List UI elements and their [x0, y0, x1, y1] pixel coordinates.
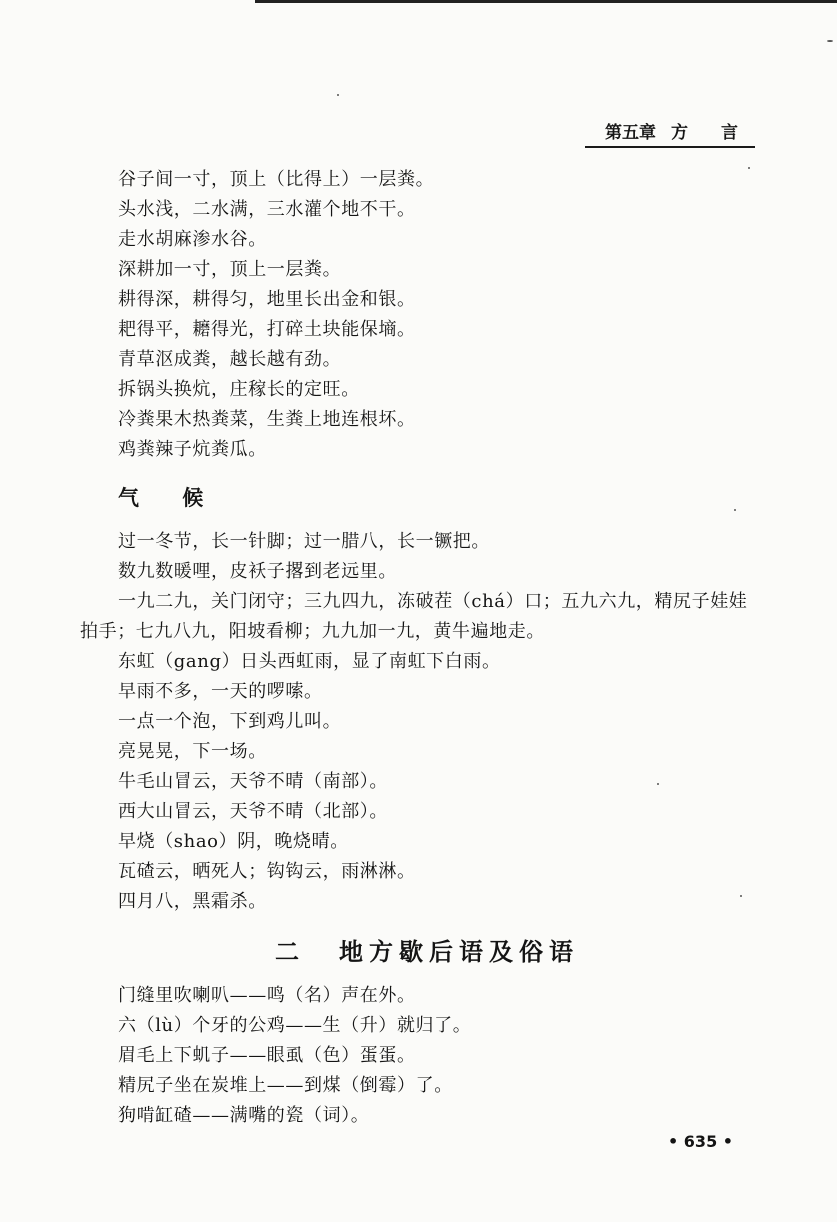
text-line: 拆锅头换炕，庄稼长的定旺。: [118, 379, 360, 400]
scan-speck: [827, 40, 833, 42]
scan-speck: [748, 167, 750, 169]
text-line: 一点一个泡，下到鸡儿叫。: [118, 711, 342, 732]
text-line: 门缝里吹喇叭——鸣（名）声在外。: [118, 985, 416, 1006]
text-line: 拍手；七九八九，阳坡看柳；九九加一九，黄牛遍地走。: [80, 621, 545, 642]
text-line: 鸡粪辣子炕粪瓜。: [118, 439, 267, 460]
text-line: 青草沤成粪，越长越有劲。: [118, 349, 342, 370]
scan-speck: [337, 94, 339, 96]
chapter-title-text: 地方歇后语及俗语: [339, 937, 579, 966]
text-line: 眉毛上下虮子——眼虱（色）蛋蛋。: [118, 1045, 416, 1066]
header-chapter: 第五章: [605, 123, 656, 143]
page-number: • 635 •: [668, 1132, 733, 1151]
text-line: 四月八，黑霜杀。: [118, 891, 267, 912]
header-title-char-2: 言: [721, 123, 738, 143]
text-line: 谷子间一寸，顶上（比得上）一层粪。: [118, 169, 435, 190]
scan-speck: [740, 895, 742, 897]
running-header: [585, 118, 755, 148]
text-line: 早烧（shao）阴，晚烧晴。: [118, 831, 349, 852]
text-line: 狗啃缸碴——满嘴的瓷（词）。: [118, 1105, 370, 1126]
chapter-title: [275, 932, 579, 967]
scan-speck: [734, 509, 736, 511]
text-line: 数九数暖哩，皮袄子撂到老远里。: [118, 561, 397, 582]
text-line: 瓦碴云，晒死人；钩钩云，雨淋淋。: [118, 861, 416, 882]
text-line: 六（lù）个牙的公鸡——生（升）就归了。: [118, 1015, 472, 1036]
text-line: 早雨不多，一天的啰嗦。: [118, 681, 323, 702]
text-line: 精尻子坐在炭堆上——到煤（倒霉）了。: [118, 1075, 453, 1096]
text-line: 走水胡麻渗水谷。: [118, 229, 267, 250]
text-line: 耕得深，耕得匀，地里长出金和银。: [118, 289, 416, 310]
top-border-line: [255, 0, 837, 3]
chapter-title-number: 二: [275, 937, 299, 966]
text-line: 冷粪果木热粪菜，生粪上地连根坏。: [118, 409, 416, 430]
section-heading-climate: 气 候: [118, 486, 222, 510]
text-line: 过一冬节，长一针脚；过一腊八，长一镢把。: [118, 531, 490, 552]
text-line: 深耕加一寸，顶上一层粪。: [118, 259, 342, 280]
header-title-char-1: 方: [671, 123, 688, 143]
text-line: 亮晃晃，下一场。: [118, 741, 267, 762]
scan-speck: [657, 783, 659, 785]
text-line: 耙得平，耱得光，打碎土块能保墒。: [118, 319, 416, 340]
text-line: 一九二九，关门闭守；三九四九，冻破茬（chá）口；五九六九，精尻子娃娃: [118, 591, 748, 612]
text-line: 牛毛山冒云，天爷不晴（南部）。: [118, 771, 388, 792]
text-line: 头水浅，二水满，三水灌个地不干。: [118, 199, 416, 220]
text-line: 西大山冒云，天爷不晴（北部）。: [118, 801, 388, 822]
text-line: 东虹（gang）日头西虹雨，显了南虹下白雨。: [118, 651, 501, 672]
